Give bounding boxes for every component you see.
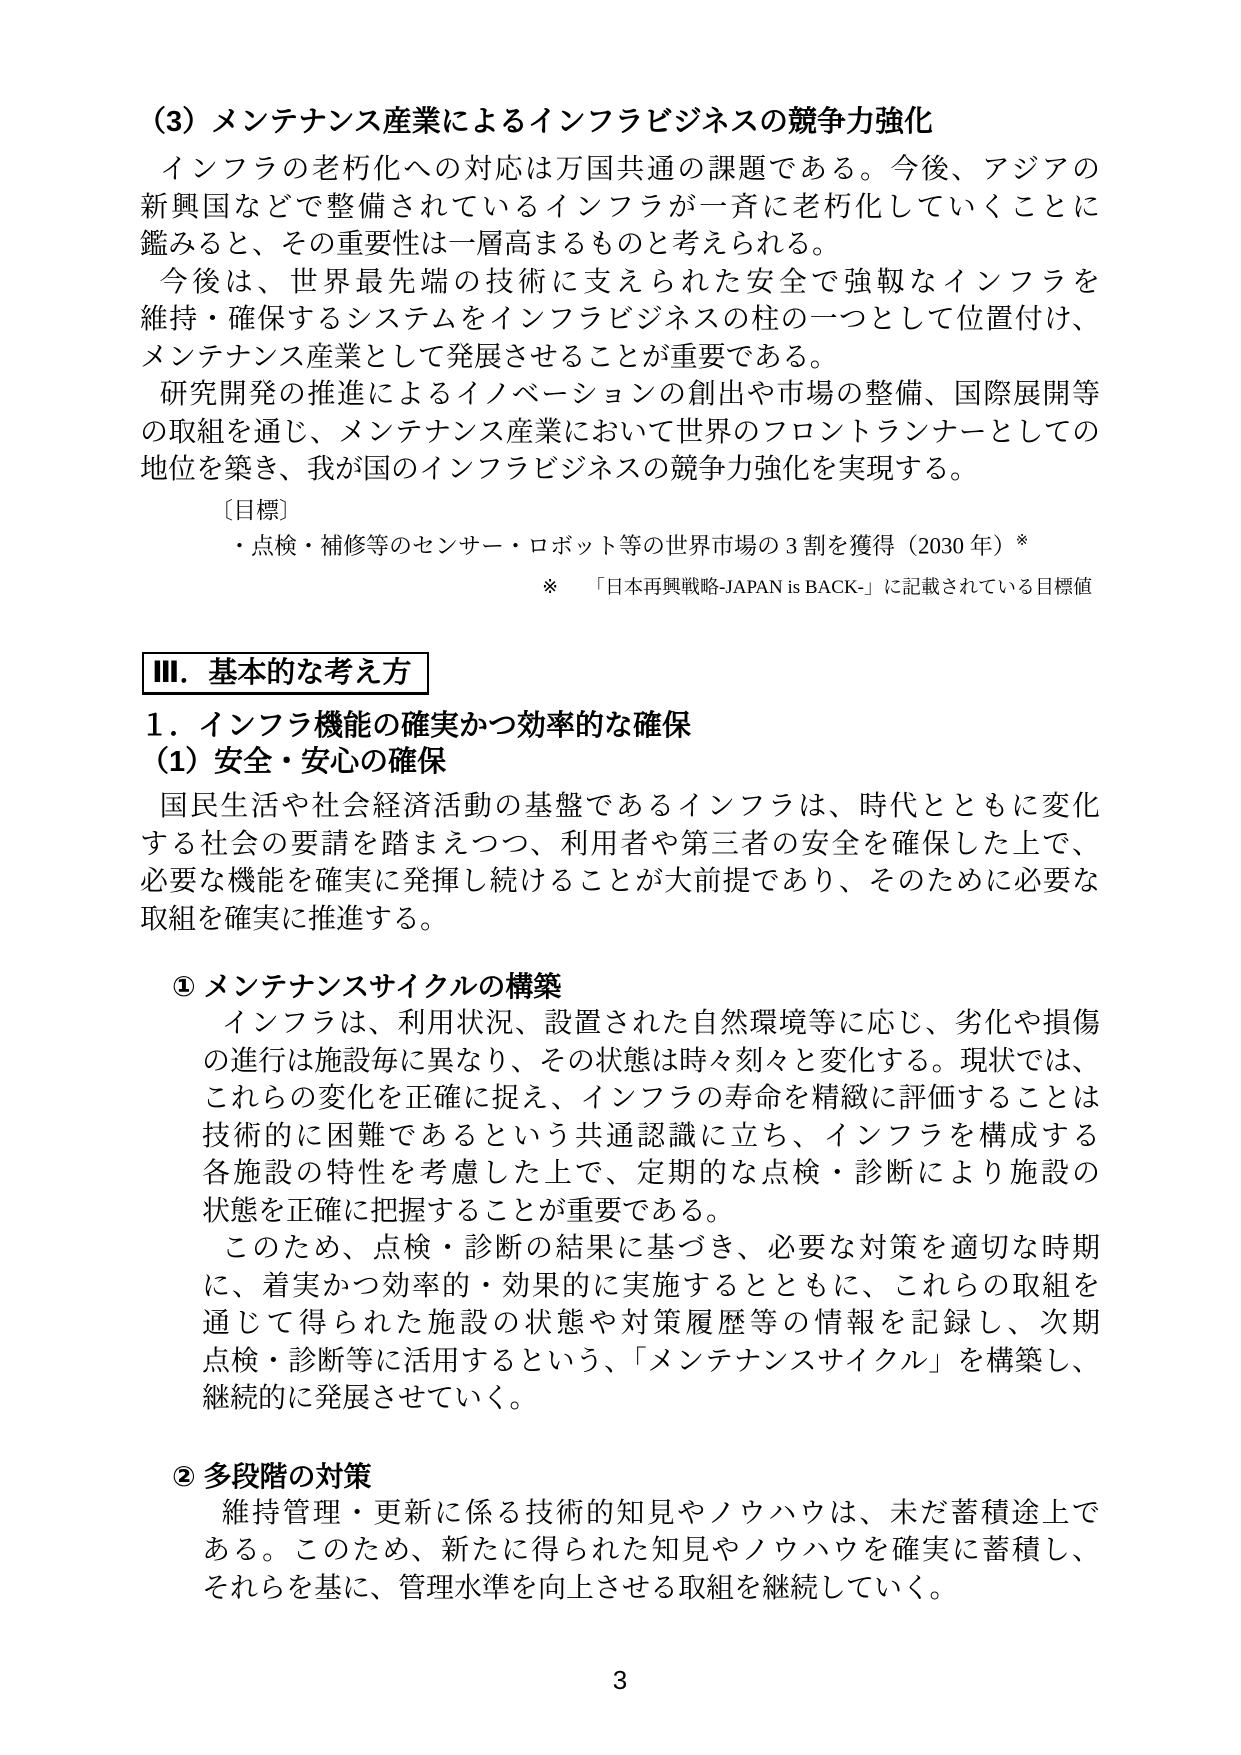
body-text-line: 新興国などで整備されているインフラが一斉に老朽化していくことに [140,191,1100,223]
goal-reference-mark: ※ [1015,532,1029,549]
body-text-line: 今後は、世界最先端の技術に支えられた安全で強靱なインフラを [159,266,1100,298]
footnote-text: 「日本再興戦略-JAPAN is BACK-」に記載されている目標値 [586,577,1092,599]
body-text-line: インフラの老朽化への対応は万国共通の課題である。今後、アジアの [159,154,1100,185]
section-3-body [140,151,1100,489]
item-2-paragraph [202,1495,1100,1608]
body-text-line: に、着実かつ効率的・効果的に実施するとともに、これらの取組を [202,1270,1100,1302]
body-text-line: 必要な機能を確実に発揮し続けることが大前提であり、そのために必要な [140,866,1100,898]
body-text-line: 維持管理・更新に係る技術的知見やノウハウは、未だ蓄積途上で [221,1497,1100,1529]
body-text-line: 研究開発の推進によるイノベーションの創出や市場の整備、国際展開等 [159,379,1100,410]
heading-1-1: （1）安全・安心の確保 [140,746,447,779]
item-1-paragraph-1 [202,1005,1100,1230]
item-1-paragraph-2 [202,1230,1100,1418]
body-text-line: 鑑みると、その重要性は一層高まるものと考えられる。 [140,229,841,260]
body-text-line: する社会の要請を踏まえつつ、利用者や第三者の安全を確保した上で、 [140,828,1100,860]
chapter-boxed-heading: Ⅲ．基本的な考え方 [142,652,429,695]
body-text-line: メンテナンス産業として発展させることが重要である。 [140,341,838,373]
footnote-mark: ※ [542,577,558,599]
body-text-line: インフラは、利用状況、設置された自然環境等に応じ、劣化や損傷 [221,1008,1100,1040]
section-3-heading: （3）メンテナンス産業によるインフラビジネスの競争力強化 [137,106,933,138]
item-2-heading: ② 多段階の対策 [172,1460,372,1492]
body-text-line: 点検・診断等に活用するという、「メンテナンスサイクル」を構築し、 [202,1345,1100,1377]
body-text-line: 取組を確実に推進する。 [140,903,449,935]
body-text-line: それらを基に、管理水準を向上させる取組を継続していく。 [202,1572,958,1604]
goal-label: 〔目標〕 [210,497,302,523]
body-text-line: これらの変化を正確に捉え、インフラの寿命を精緻に評価することは [202,1083,1100,1115]
body-text-line: 状態を正確に把握することが重要である。 [202,1195,735,1227]
body-text-line: の取組を通じ、メンテナンス産業において世界のフロントランナーとしての [140,416,1100,448]
item-1-heading: ① メンテナンスサイクルの構築 [172,971,562,1003]
goal-item [228,526,1100,562]
page-number: 3 [612,1665,628,1696]
body-text-line: 継続的に発展させていく。 [202,1383,538,1415]
footnote [140,574,1092,601]
goal-item-text: ・点検・補修等のセンサー・ロボット等の世界市場の 3 割を獲得（2030 年） [228,533,1016,559]
heading-1: １．インフラ機能の確実かつ効率的な確保 [140,710,692,743]
body-text-line: 国民生活や社会経済活動の基盤であるインフラは、時代とともに変化 [159,791,1100,823]
section-1-1-body [140,788,1100,938]
body-text-line: の進行は施設毎に異なり、その状態は時々刻々と変化する。現状では、 [202,1045,1100,1077]
body-text-line: 各施設の特性を考慮した上で、定期的な点検・診断により施設の [202,1158,1100,1190]
page-content [137,0,1100,1696]
body-text-line: このため、点検・診断の結果に基づき、必要な対策を適切な時期 [221,1233,1100,1265]
body-text-line: 地位を築き、我が国のインフラビジネスの競争力強化を実現する。 [140,454,979,485]
chapter-heading-row [140,652,1100,695]
body-text-line: ある。このため、新たに得られた知見やノウハウを確実に蓄積し、 [202,1535,1100,1567]
body-text-line: 技術的に困難であるという共通認識に立ち、インフラを構成する [202,1120,1100,1152]
body-text-line: 通じて得られた施設の状態や対策履歴等の情報を記録し、次期 [202,1308,1100,1340]
body-text-line: 維持・確保するシステムをインフラビジネスの柱の一つとして位置付け、 [140,304,1100,335]
